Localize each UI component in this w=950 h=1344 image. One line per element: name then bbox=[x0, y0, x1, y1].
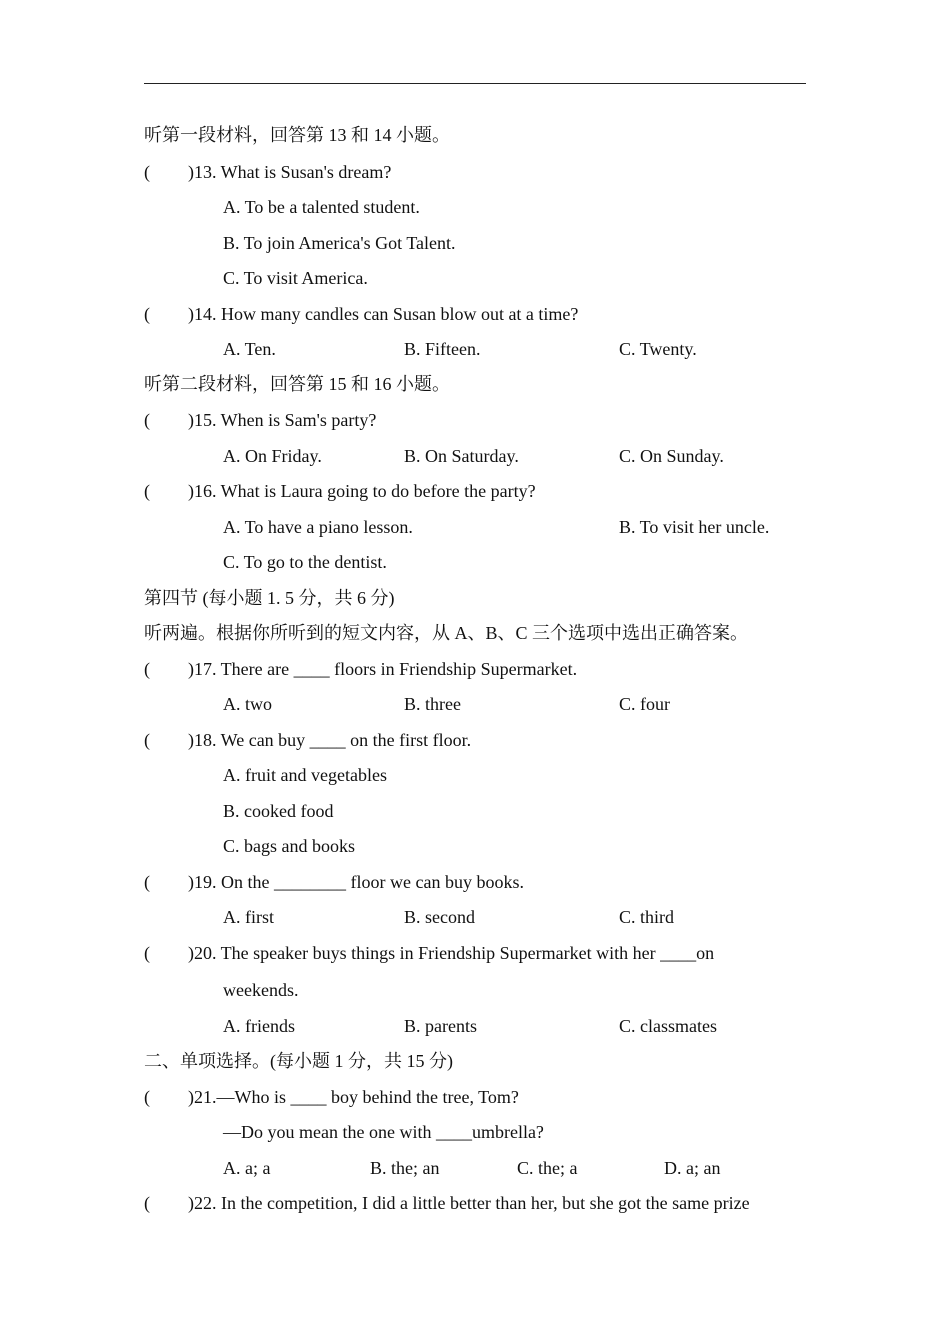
material-1-intro: 听第一段材料，回答第 13 和 14 小题。 bbox=[144, 125, 450, 145]
option-a: A. two bbox=[223, 694, 272, 714]
part-2-title: 二、单项选择。(每小题 1 分，共 15 分) bbox=[144, 1051, 453, 1071]
option-a: A. To be a talented student. bbox=[223, 197, 420, 217]
question-text: )20. The speaker buys things in Friendship Supermarket with her ____on bbox=[188, 943, 715, 963]
answer-bracket[interactable]: ( bbox=[144, 659, 150, 679]
option-b: B. three bbox=[404, 694, 461, 714]
option-a: A. To have a piano lesson. bbox=[223, 517, 413, 537]
option-c: C. third bbox=[619, 907, 675, 927]
question-13 bbox=[0, 159, 950, 185]
answer-bracket[interactable]: ( bbox=[144, 943, 150, 963]
answer-bracket[interactable]: ( bbox=[144, 162, 150, 182]
option-b: B. cooked food bbox=[223, 801, 334, 821]
option-c: C. the; a bbox=[517, 1158, 578, 1178]
option-b: B. On Saturday. bbox=[404, 446, 519, 466]
option-a: A. fruit and vegetables bbox=[223, 765, 387, 785]
question-text: )15. When is Sam's party? bbox=[188, 410, 377, 430]
option-a: A. a; a bbox=[223, 1158, 271, 1178]
option-c: C. Twenty. bbox=[619, 339, 697, 359]
option-b: B. To join America's Got Talent. bbox=[223, 233, 456, 253]
question-text: )19. On the ________ floor we can buy books. bbox=[188, 872, 524, 892]
answer-bracket[interactable]: ( bbox=[144, 730, 150, 750]
option-c: C. classmates bbox=[619, 1016, 717, 1036]
option-a: A. first bbox=[223, 907, 274, 927]
question-16 bbox=[0, 478, 950, 504]
option-d: D. a; an bbox=[664, 1158, 721, 1178]
question-15 bbox=[0, 407, 950, 433]
header-rule bbox=[144, 83, 806, 84]
answer-bracket[interactable]: ( bbox=[144, 410, 150, 430]
question-22 bbox=[0, 1190, 950, 1216]
option-c: C. bags and books bbox=[223, 836, 355, 856]
question-text-continued: —Do you mean the one with ____umbrella? bbox=[223, 1122, 544, 1142]
section-4-instruction: 听两遍。根据你所听到的短文内容，从 A、B、C 三个选项中选出正确答案。 bbox=[144, 623, 749, 643]
question-text: )13. What is Susan's dream? bbox=[188, 162, 392, 182]
question-text: )17. There are ____ floors in Friendship Supermarket. bbox=[188, 659, 578, 679]
option-a: A. On Friday. bbox=[223, 446, 322, 466]
option-a: A. Ten. bbox=[223, 339, 276, 359]
answer-bracket[interactable]: ( bbox=[144, 872, 150, 892]
question-text: )14. How many candles can Susan blow out at a time? bbox=[188, 304, 579, 324]
option-c: C. To visit America. bbox=[223, 268, 368, 288]
question-text: )18. We can buy ____ on the first floor. bbox=[188, 730, 472, 750]
question-text: )16. What is Laura going to do before the party? bbox=[188, 481, 536, 501]
option-b: B. the; an bbox=[370, 1158, 440, 1178]
question-18 bbox=[0, 727, 950, 753]
answer-bracket[interactable]: ( bbox=[144, 1087, 150, 1107]
answer-bracket[interactable]: ( bbox=[144, 1193, 150, 1213]
material-2-intro: 听第二段材料，回答第 15 和 16 小题。 bbox=[144, 374, 450, 394]
question-21 bbox=[0, 1084, 950, 1110]
question-text: )22. In the competition, I did a little better than her, but she got the same prize bbox=[188, 1193, 750, 1213]
option-b: B. To visit her uncle. bbox=[619, 517, 770, 537]
question-14 bbox=[0, 301, 950, 327]
option-c: C. On Sunday. bbox=[619, 446, 724, 466]
section-4-title: 第四节 (每小题 1. 5 分，共 6 分) bbox=[144, 588, 395, 608]
option-b: B. second bbox=[404, 907, 475, 927]
option-b: B. Fifteen. bbox=[404, 339, 481, 359]
option-c: C. four bbox=[619, 694, 670, 714]
option-b: B. parents bbox=[404, 1016, 477, 1036]
option-a: A. friends bbox=[223, 1016, 295, 1036]
question-17 bbox=[0, 656, 950, 682]
option-c: C. To go to the dentist. bbox=[223, 552, 387, 572]
answer-bracket[interactable]: ( bbox=[144, 481, 150, 501]
answer-bracket[interactable]: ( bbox=[144, 304, 150, 324]
question-text: )21.—Who is ____ boy behind the tree, Tom? bbox=[188, 1087, 519, 1107]
question-text-continued: weekends. bbox=[223, 980, 299, 1000]
question-19 bbox=[0, 869, 950, 895]
question-20 bbox=[0, 940, 950, 966]
